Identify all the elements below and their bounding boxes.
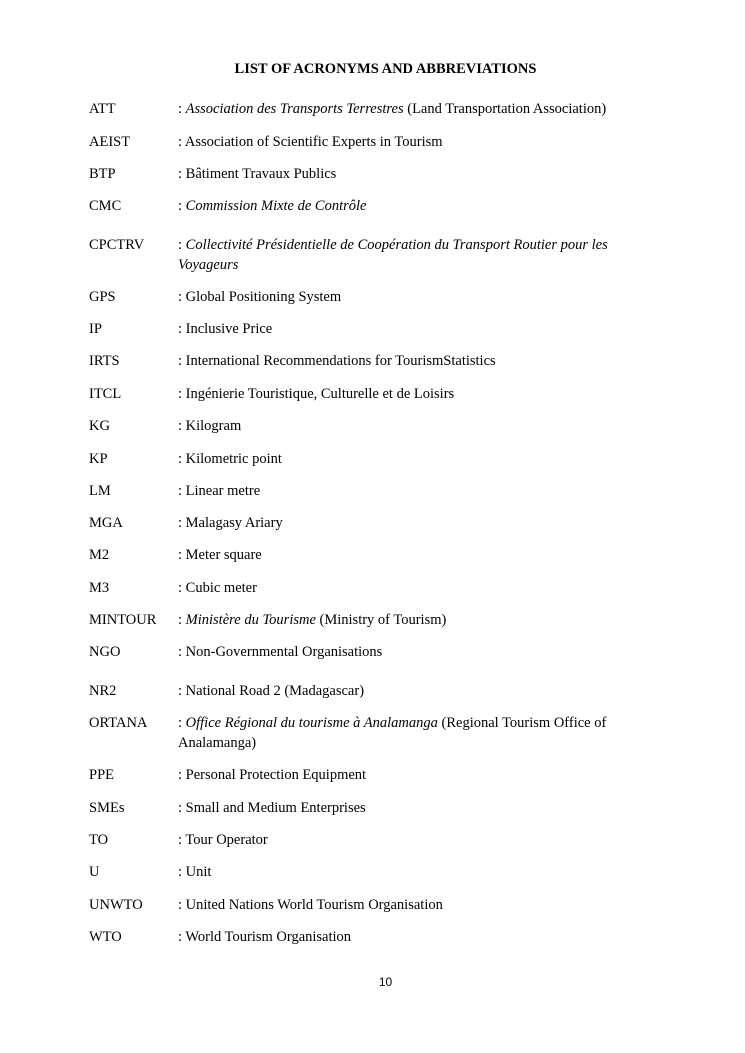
- acronym-definition: [178, 319, 648, 339]
- acronym-definition: [178, 235, 648, 275]
- definition-text: Linear metre: [185, 483, 261, 499]
- acronym-abbr: U: [89, 864, 100, 880]
- acronym-definition: [178, 578, 648, 598]
- definition-prefix: :: [178, 897, 186, 913]
- definition-prefix: :: [178, 767, 186, 783]
- acronym-abbr: ATT: [89, 101, 116, 117]
- definition-prefix: :: [178, 353, 186, 369]
- acronym-abbr: NGO: [89, 644, 121, 660]
- definition-text: Meter square: [185, 547, 262, 563]
- definition-text: Malagasy Ariary: [185, 515, 283, 531]
- definition-text: Ingénierie Touristique, Culturelle et de Loisirs: [185, 386, 455, 402]
- definition-text: National Road 2 (Madagascar): [185, 683, 365, 699]
- definition-prefix: :: [178, 547, 186, 563]
- definition-italic: Office Régional du tourisme à Analamanga: [185, 715, 438, 731]
- acronym-abbr: MINTOUR: [89, 612, 157, 628]
- acronym-abbr: WTO: [89, 929, 122, 945]
- acronym-abbr: SMEs: [89, 800, 125, 816]
- definition-text: Bâtiment Travaux Publics: [185, 166, 337, 182]
- definition-prefix: :: [178, 134, 185, 150]
- definition-text: (Regional Tourism Office of Analamanga): [178, 715, 607, 751]
- acronym-definition: [178, 196, 648, 216]
- acronym-definition: [178, 545, 648, 565]
- acronym-definition: [178, 713, 648, 753]
- acronym-definition: [178, 384, 648, 404]
- acronym-abbr: NR2: [89, 683, 117, 699]
- acronym-abbr: ORTANA: [89, 715, 148, 731]
- definition-text: Personal Protection Equipment: [185, 767, 367, 783]
- acronym-abbr: AEIST: [89, 134, 131, 150]
- definition-prefix: :: [178, 715, 186, 731]
- definition-prefix: :: [178, 683, 186, 699]
- definition-prefix: :: [178, 832, 186, 848]
- acronym-definition: [178, 287, 648, 307]
- acronym-abbr: KG: [89, 418, 110, 434]
- acronym-abbr: GPS: [89, 289, 116, 305]
- acronym-abbr: LM: [89, 483, 111, 499]
- acronym-abbr: UNWTO: [89, 897, 143, 913]
- definition-text: Unit: [185, 864, 212, 880]
- definition-italic: Collectivité Présidentielle de Coopération du Transport Routier pour les Voyageurs: [178, 237, 608, 273]
- definition-prefix: :: [178, 289, 186, 305]
- definition-prefix: :: [178, 321, 186, 337]
- acronym-definition: [178, 862, 648, 882]
- definition-prefix: :: [178, 580, 186, 596]
- acronym-definition: [178, 798, 648, 818]
- definition-prefix: :: [178, 483, 186, 499]
- definition-prefix: :: [178, 800, 186, 816]
- definition-prefix: :: [178, 515, 186, 531]
- definition-text: Non-Governmental Organisations: [185, 644, 383, 660]
- definition-text: (Land Transportation Association): [403, 101, 607, 117]
- definition-prefix: :: [178, 101, 186, 117]
- definition-text: (Ministry of Tourism): [315, 612, 447, 628]
- definition-prefix: :: [178, 451, 186, 467]
- definition-prefix: :: [178, 237, 186, 253]
- definition-prefix: :: [178, 929, 186, 945]
- definition-text: International Recommendations for TourismStatistics: [185, 353, 496, 369]
- definition-prefix: :: [178, 612, 186, 628]
- page-number: 10: [378, 975, 393, 989]
- definition-prefix: :: [178, 418, 186, 434]
- definition-prefix: :: [178, 198, 186, 214]
- acronym-definition: [178, 513, 648, 533]
- acronym-definition: [178, 132, 648, 152]
- definition-text: Tour Operator: [185, 832, 268, 848]
- definition-italic: Association des Transports Terrestres: [185, 101, 404, 117]
- definition-text: World Tourism Organisation: [185, 929, 352, 945]
- acronym-abbr: M3: [89, 580, 110, 596]
- acronym-definition: [178, 481, 648, 501]
- definition-text: Small and Medium Enterprises: [185, 800, 366, 816]
- page-title: LIST OF ACRONYMS AND ABBREVIATIONS: [234, 61, 537, 77]
- acronym-abbr: CMC: [89, 198, 122, 214]
- acronym-definition: [178, 610, 648, 630]
- acronym-definition: [178, 830, 648, 850]
- definition-text: Inclusive Price: [185, 321, 273, 337]
- acronym-definition: [178, 681, 648, 701]
- acronym-abbr: M2: [89, 547, 110, 563]
- definition-italic: Commission Mixte de Contrôle: [185, 198, 367, 214]
- acronym-abbr: ITCL: [89, 386, 122, 402]
- acronym-abbr: KP: [89, 451, 108, 467]
- definition-text: Cubic meter: [185, 580, 257, 596]
- definition-text: Global Positioning System: [185, 289, 342, 305]
- definition-prefix: :: [178, 864, 186, 880]
- acronym-abbr: CPCTRV: [89, 237, 145, 253]
- acronym-definition: [178, 927, 648, 947]
- acronym-definition: [178, 642, 648, 662]
- acronym-definition: [178, 765, 648, 785]
- acronym-abbr: IRTS: [89, 353, 120, 369]
- acronym-abbr: BTP: [89, 166, 116, 182]
- acronym-abbr: TO: [89, 832, 109, 848]
- definition-text: Kilometric point: [185, 451, 282, 467]
- definition-text: Association of Scientific Experts in Tourism: [184, 134, 443, 150]
- definition-prefix: :: [178, 644, 186, 660]
- definition-prefix: :: [178, 386, 186, 402]
- acronym-definition: [178, 164, 648, 184]
- acronym-definition: [178, 99, 648, 119]
- definition-italic: Ministère du Tourisme: [185, 612, 316, 628]
- acronym-definition: [178, 449, 648, 469]
- acronym-definition: [178, 351, 648, 371]
- definition-text: Kilogram: [185, 418, 242, 434]
- acronym-definition: [178, 416, 648, 436]
- definition-prefix: :: [178, 166, 186, 182]
- acronym-definition: [178, 895, 648, 915]
- acronym-abbr: PPE: [89, 767, 114, 783]
- definition-text: United Nations World Tourism Organisation: [185, 897, 443, 913]
- acronym-abbr: MGA: [89, 515, 123, 531]
- acronym-abbr: IP: [89, 321, 102, 337]
